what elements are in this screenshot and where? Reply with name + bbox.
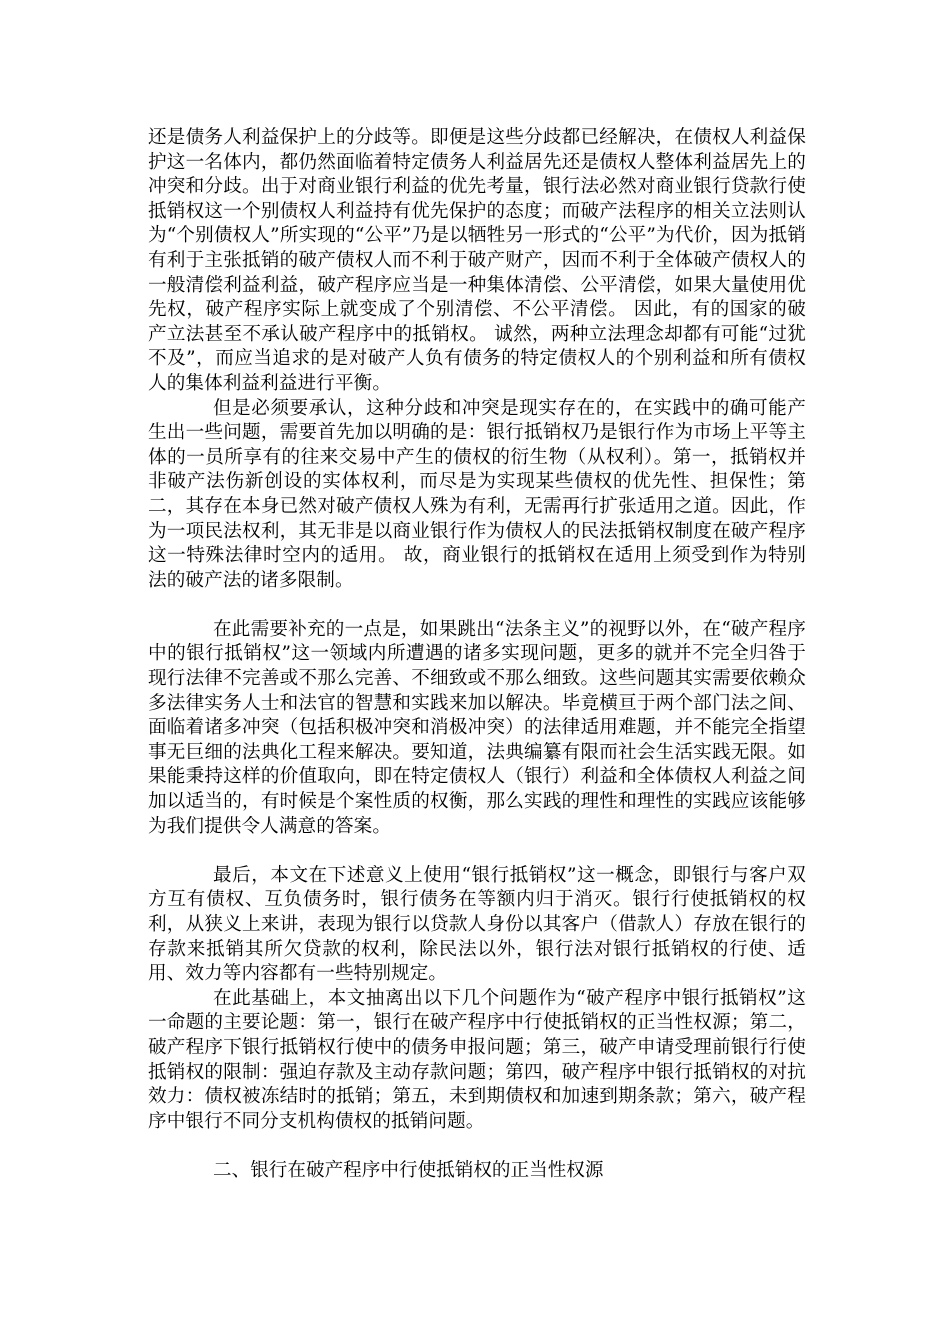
paragraph-1: 还是债务人利益保护上的分歧等。即便是这些分歧都已经解决，在债权人利益保护这一名体内，都仍然面临着特定债务人利益居先还是债权人整体利益居先上的冲突和分歧。出于对商业银行利益的优先考量，银行法必然对商业银行贷款行使抵销权这一个别债权人利益持有优先保护的态度；而破产法程序的相关立法则认为“个别债权人”所实现的“公平”乃是以牺牲另一形式的“公平”为代价，因为抵销有利于主张抵销的破产债权人而不利于破产财产，因而不利于全体破产债权人的一般清偿利益利益，破产程序应当是一种集体清偿、公平清偿，如果大量使用优先权，破产程序实际上就变成了个别清偿、不公平清偿。 因此，有的国家的破产立法甚至不承认破产程序中的抵销权。 诚然，两种立法理念却都有可能“过犹不及”，而应当追求的是对破产人负有债务的特定债权人的个别利益和所有债权人的集体利益利益进行平衡。 — [148, 127, 806, 394]
section-heading: 二、银行在破产程序中行使抵销权的正当性权源 — [213, 1159, 604, 1181]
paragraph-5: 在此基础上，本文抽离出以下几个问题作为“破产程序中银行抵销权”这一命题的主要论题：第一，银行在破产程序中行使抵销权的正当性权源；第二，破产程序下银行抵销权行使中的债务申报问题；第三，破产申请受理前银行行使抵销权的限制：强迫存款及主动存款问题；第四，破产程序中银行抵销权的对抗效力：债权被冻结时的抵销；第五，未到期债权和加速到期条款；第六，破产程序中银行不同分支机构债权的抵销问题。 — [148, 987, 806, 1132]
document-page — [148, 126, 806, 1184]
paragraph-2: 但是必须要承认，这种分歧和冲突是现实存在的，在实践中的确可能产生出一些问题，需要首先加以明确的是：银行抵销权乃是银行作为市场上平等主体的一员所享有的往来交易中产生的债权的衍生物（从权利）。第一，抵销权并非破产法伤新创设的实体权利，而尽是为实现某些债权的优先性、担保性；第二，其存在本身已然对破产债权人殊为有利，无需再行扩张适用之道。因此，作为一项民法权利，其无非是以商业银行作为债权人的民法抵销权制度在破产程序这一特殊法律时空内的适用。 故，商业银行的抵销权在适用上须受到作为特别法的破产法的诸多限制。 — [148, 397, 806, 591]
paragraph-3: 在此需要补充的一点是，如果跳出“法条主义”的视野以外，在“破产程序中的银行抵销权”这一领域内所遭遇的诸多实现问题，更多的就并不完全归咎于现行法律不完善或不那么完善、不细致或不那么细致。这些问题其实需要依赖众多法律实务人士和法官的智慧和实践来加以解决。毕竟横亘于两个部门法之间、面临着诸多冲突（包括积极冲突和消极冲突）的法律适用难题，并不能完全指望事无巨细的法典化工程来解决。要知道，法典编纂有限而社会生活实践无限。如果能秉持这样的价值取向，即在特定债权人（银行）利益和全体债权人利益之间加以适当的，有时候是个案性质的权衡，那么实践的理性和理性的实践应该能够为我们提供令人满意的答案。 — [148, 618, 806, 837]
paragraph-4: 最后，本文在下述意义上使用“银行抵销权”这一概念，即银行与客户双方互有债权、互负债务时，银行债务在等额内归于消灭。银行行使抵销权的权利，从狭义上来讲，表现为银行以贷款人身份以其客户（借款人）存放在银行的存款来抵销其所欠贷款的权利，除民法以外，银行法对银行抵销权的行使、适用、效力等内容都有一些特别规定。 — [148, 864, 806, 985]
